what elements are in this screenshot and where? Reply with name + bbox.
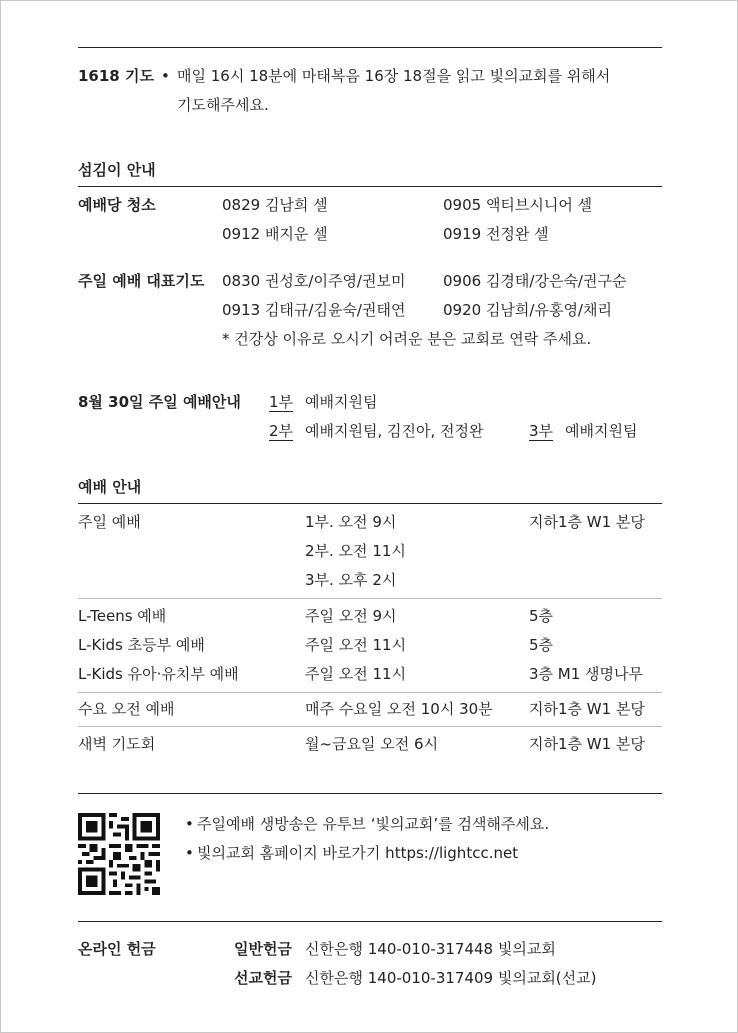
worship-place: 3층 M1 생명나무 (529, 665, 644, 683)
cleaning-item: 0829 김남희 셀 (222, 196, 328, 214)
worship-rule (78, 503, 662, 504)
worship-place: 5층 (529, 607, 554, 625)
row-divider (78, 726, 662, 727)
worship-time: 월~금요일 오전 6시 (305, 735, 439, 753)
row-divider (78, 598, 662, 599)
prayer-text-line2: 기도해주세요. (177, 96, 269, 114)
worship-time: 주일 오전 11시 (305, 665, 407, 683)
worship-place: 지하1층 W1 본당 (529, 735, 645, 753)
aug30-part1: 1부 (269, 393, 294, 411)
cleaning-item: 0905 액티브시니어 셀 (443, 196, 593, 214)
prayer-leaders-item: 0920 김남희/유홍영/채리 (443, 301, 612, 319)
info-bullet-dot: • (185, 844, 194, 862)
aug30-part3: 3부 (529, 422, 554, 440)
aug30-part2: 2부 (269, 422, 294, 440)
aug30-label: 8월 30일 주일 예배안내 (78, 393, 241, 411)
worship-time: 주일 오전 9시 (305, 607, 397, 625)
prayer-leaders-label: 주일 예배 대표기도 (78, 272, 205, 290)
aug30-part3-text: 예배지원팀 (565, 422, 638, 440)
prayer-label: 1618 기도 (78, 67, 154, 85)
worship-time: 2부. 오전 11시 (305, 542, 406, 560)
qr-code[interactable] (78, 813, 160, 895)
prayer-text-line1: 매일 16시 18분에 마태복음 16장 18절을 읽고 빛의교회를 위해서 (177, 67, 611, 85)
prayer-leaders-note: * 건강상 이유로 오시기 어려운 분은 교회로 연락 주세요. (222, 330, 592, 348)
top-rule (78, 47, 662, 48)
prayer-leaders-item: 0830 권성호/이주영/권보미 (222, 272, 406, 290)
general-offering-label: 일반헌금 (234, 940, 292, 958)
worship-place: 지하1층 W1 본당 (529, 700, 645, 718)
worship-name: 주일 예배 (78, 513, 141, 531)
worship-name: 수요 오전 예배 (78, 700, 175, 718)
offering-rule (78, 921, 662, 922)
serving-heading: 섬김이 안내 (78, 161, 156, 179)
worship-place: 5층 (529, 636, 554, 654)
prayer-leaders-item: 0913 김태규/김윤숙/권태연 (222, 301, 406, 319)
serving-rule (78, 186, 662, 187)
youtube-info: 주일예배 생방송은 유투브 ‘빛의교회’를 검색해주세요. (197, 815, 550, 833)
worship-name: L-Kids 초등부 예배 (78, 636, 205, 654)
cleaning-item: 0912 배지운 셀 (222, 225, 328, 243)
aug30-part1-text: 예배지원팀 (305, 393, 378, 411)
cleaning-item: 0919 전정완 셀 (443, 225, 549, 243)
prayer-leaders-item: 0906 김경태/강은숙/권구순 (443, 272, 627, 290)
mission-offering-label: 선교헌금 (234, 969, 292, 987)
row-divider (78, 692, 662, 693)
worship-heading: 예배 안내 (78, 478, 142, 496)
offering-label: 온라인 헌금 (78, 940, 156, 958)
info-rule (78, 793, 662, 794)
info-bullet-dot: • (185, 815, 194, 833)
general-offering-account: 신한은행 140-010-317448 빛의교회 (305, 940, 556, 958)
prayer-bullet: • (161, 67, 170, 85)
worship-name: L-Kids 유아·유치부 예배 (78, 665, 239, 683)
worship-name: 새벽 기도회 (78, 735, 156, 753)
worship-time: 주일 오전 11시 (305, 636, 407, 654)
worship-name: L-Teens 예배 (78, 607, 167, 625)
worship-time: 3부. 오후 2시 (305, 571, 397, 589)
cleaning-label: 예배당 청소 (78, 196, 156, 214)
homepage-link[interactable]: 빛의교회 홈페이지 바로가기 https://lightcc.net (197, 844, 519, 862)
mission-offering-account: 신한은행 140-010-317409 빛의교회(선교) (305, 969, 597, 987)
aug30-part2-text: 예배지원팀, 김진아, 전정완 (305, 422, 484, 440)
worship-time: 1부. 오전 9시 (305, 513, 397, 531)
worship-time: 매주 수요일 오전 10시 30분 (305, 700, 493, 718)
worship-place: 지하1층 W1 본당 (529, 513, 645, 531)
